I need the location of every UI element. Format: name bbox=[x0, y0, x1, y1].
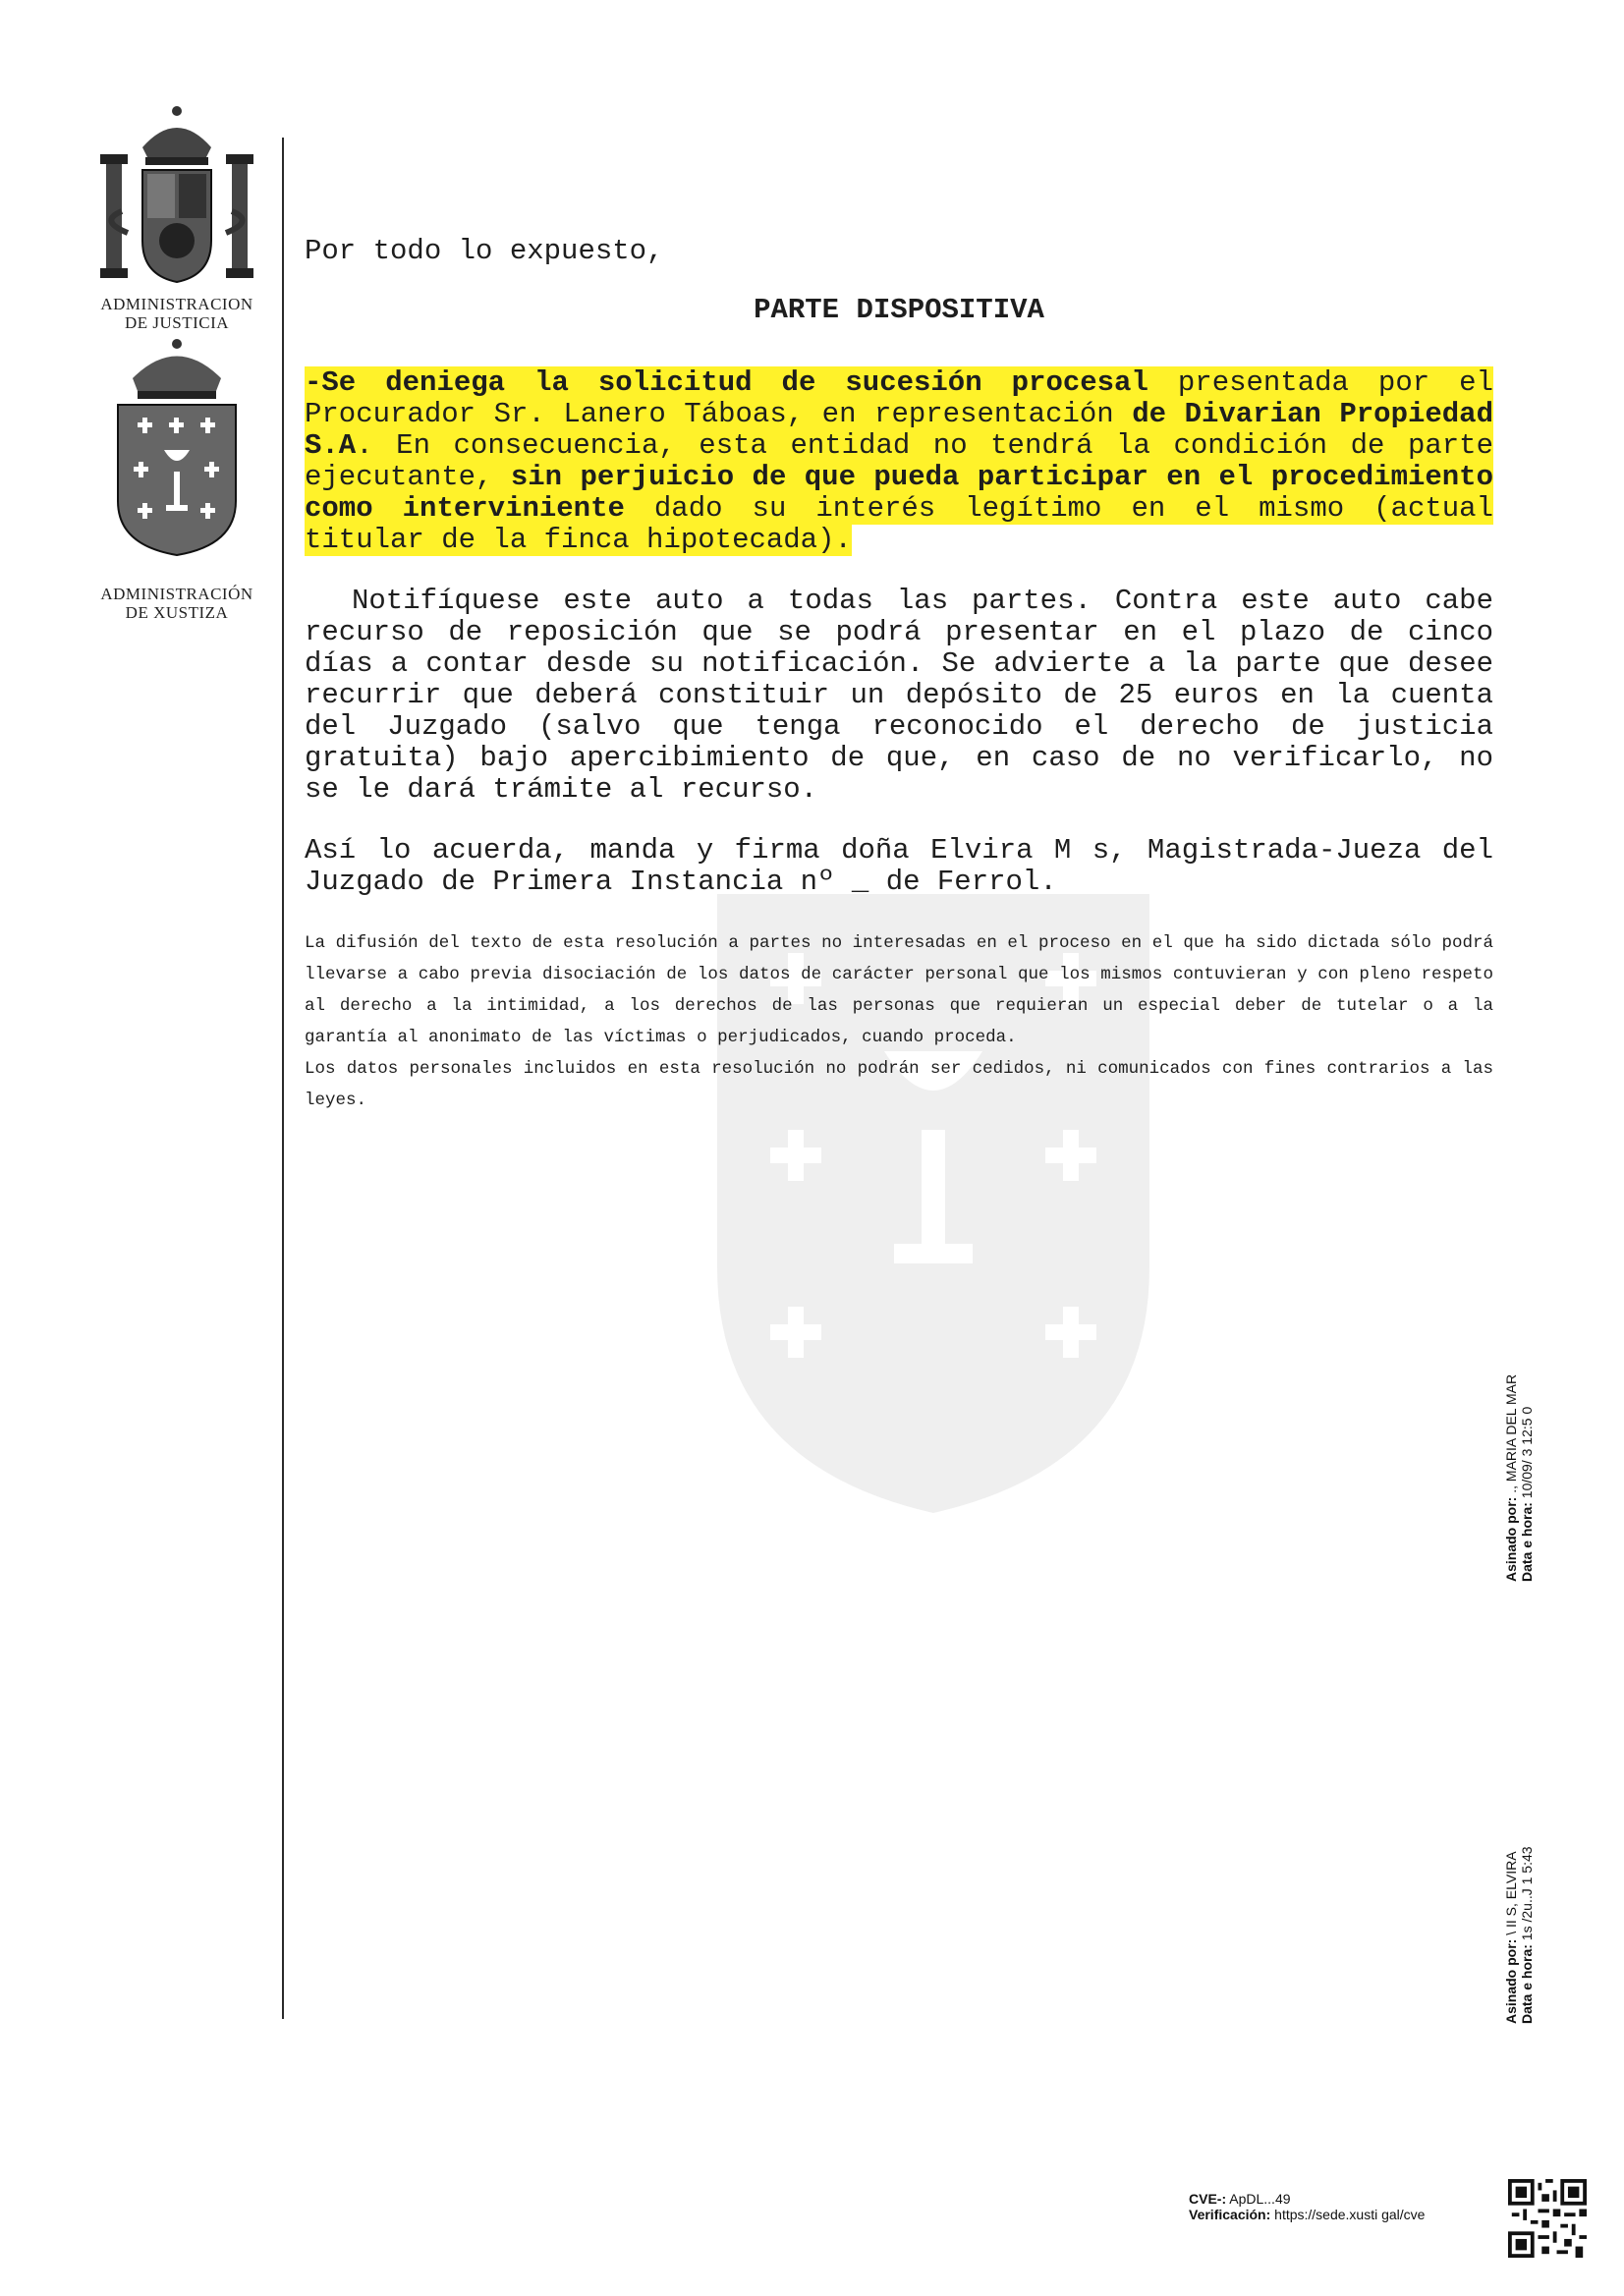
notice-paragraph: Notifíquese este auto a todas las partes. Contra este auto cabe recurso de reposición que se podrá presentar en el plazo de cinco días a contar desde su notificación. Se advierte a la parte que desee recurrir que deberá constituir un depósito de 25 euros en la cuenta del Juzgado (salvo que tenga reconocido el derecho de justicia gratuita) bajo apercibimiento de que, en caso de no verificarlo, no se le dará trámite al recurso. bbox=[305, 585, 1493, 806]
footer-cve: CVE-: ApDL...49 Verificación: https://sede.xusti gal/cve bbox=[1189, 2191, 1426, 2222]
logo-administracion-justicia bbox=[79, 103, 275, 332]
qr-code-icon bbox=[1508, 2179, 1587, 2258]
intro-line: Por todo lo expuesto, bbox=[305, 235, 664, 267]
galicia-coat-of-arms-icon bbox=[103, 334, 251, 560]
spain-coat-of-arms-icon bbox=[88, 103, 265, 290]
logo-caption-justicia: ADMINISTRACION DE JUSTICIA bbox=[100, 295, 253, 332]
document-body bbox=[305, 236, 1493, 1116]
logo-caption-xustiza: ADMINISTRACIÓN DE XUSTIZA bbox=[100, 585, 253, 622]
sidebar-divider bbox=[282, 138, 284, 2019]
privacy-notice-2: Los datos personales incluidos en esta resolución no podrán ser cedidos, ni comunicados con fines contrarios a las leyes. bbox=[305, 1059, 1493, 1110]
ruling-highlight-1: -Se deniega la solicitud de sucesión procesal presentada por el Procurador Sr. Lanero Táboas, en representación de Divarian Propiedad S.A. En consecuencia, esta entidad no tendrá la condición de parte ejecutante, sin perjuicio de que pueda participar en el procedimiento como interviniente dado su interés legítimo en el mismo (actual titular de la finca hipotecada). bbox=[305, 366, 1493, 556]
verification-link[interactable]: https://sede.xusti gal/cve bbox=[1274, 2207, 1426, 2222]
privacy-notice-1: La difusión del texto de esta resolución a partes no interesadas en el proceso en el que ha sido dictada sólo podrá llevarse a cabo previa disociación de los datos de carácter personal que los mismos contuvieran y con pleno respeto al derecho a la intimidad, a los derechos de las personas que requieran un especial deber de tutelar o a la garantía al anonimato de las víctimas o perjudicados, cuando proceda. bbox=[305, 933, 1493, 1047]
ruling-paragraph bbox=[305, 367, 1493, 556]
logo-administracion-xustiza bbox=[79, 334, 275, 622]
signature-paragraph: Así lo acuerda, manda y firma doña Elvira M s, Magistrada-Jueza del Juzgado de Primera Instancia nº _ de Ferrol. bbox=[305, 834, 1493, 898]
section-heading: PARTE DISPOSITIVA bbox=[754, 294, 1044, 326]
